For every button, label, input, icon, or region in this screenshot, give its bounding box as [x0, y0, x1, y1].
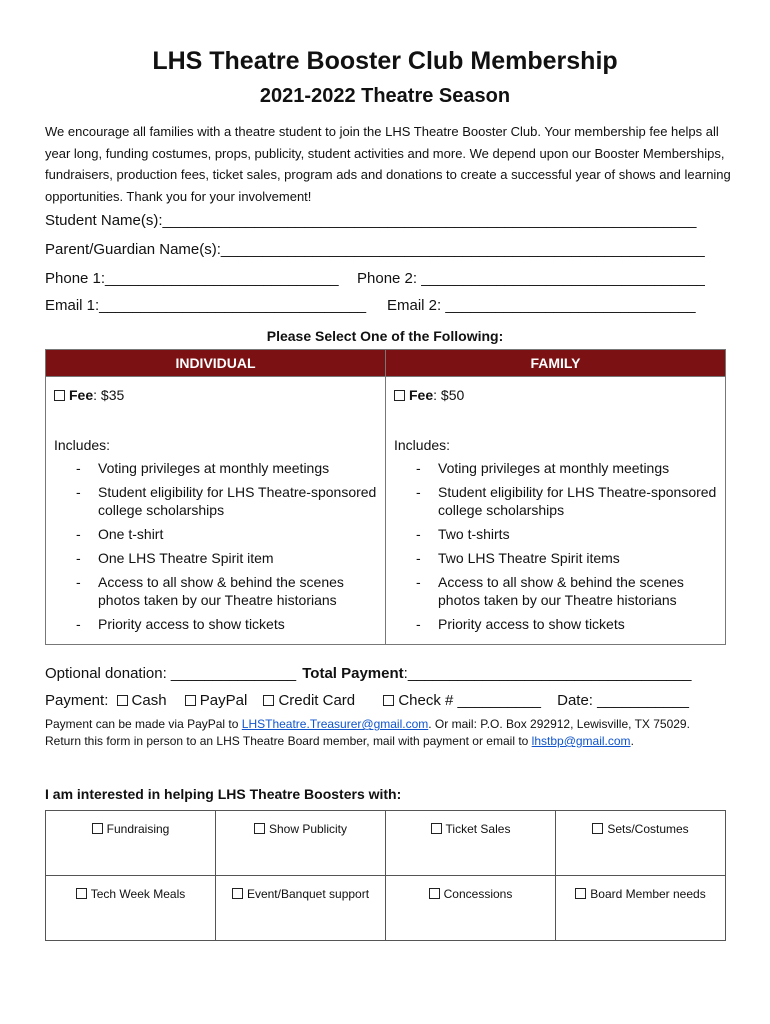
checkbox-icon[interactable]	[263, 695, 274, 706]
checkbox-icon[interactable]	[117, 695, 128, 706]
checkbox-icon[interactable]	[232, 888, 243, 899]
individual-includes-list	[54, 459, 377, 633]
phone1-field[interactable]: Phone 1:____________________________	[45, 270, 339, 287]
list-item: - Access to all show & behind the scenes photos taken by our Theatre historians	[394, 573, 717, 609]
donation-row	[45, 665, 735, 682]
help-heading: I am interested in helping LHS Theatre Boosters with:	[45, 786, 402, 802]
list-item: - Student eligibility for LHS Theatre-sponsored college scholarships	[394, 483, 717, 519]
list-item: - Two LHS Theatre Spirit items	[394, 549, 717, 567]
checkbox-icon[interactable]	[185, 695, 196, 706]
list-item: - Voting privileges at monthly meetings	[394, 459, 717, 477]
family-option	[386, 377, 726, 645]
list-item: - One LHS Theatre Spirit item	[54, 549, 377, 567]
contact-email-link[interactable]: lhstbp@gmail.com	[531, 734, 631, 748]
parent-name-field[interactable]: Parent/Guardian Name(s):__________________________________________________________	[45, 241, 705, 258]
check-field[interactable]: Check # __________	[398, 692, 541, 709]
payment-row	[45, 692, 735, 709]
note-text: Return this form in person to an LHS Theatre Board member, mail with payment or email to	[45, 734, 532, 748]
payment-check-option[interactable]	[383, 692, 541, 709]
payment-cash-option[interactable]	[117, 692, 167, 709]
checkbox-icon[interactable]	[92, 823, 103, 834]
help-option-label: Fundraising	[106, 822, 170, 836]
family-header: FAMILY	[386, 350, 726, 377]
includes-label: Includes:	[54, 437, 111, 453]
list-item: - Priority access to show tickets	[54, 615, 377, 633]
help-option-fundraising[interactable]	[46, 811, 216, 876]
help-option-label: Ticket Sales	[445, 822, 511, 836]
checkbox-icon[interactable]	[592, 823, 603, 834]
payment-label: Payment:	[45, 692, 109, 709]
list-item: - One t-shirt	[54, 525, 377, 543]
individual-header: INDIVIDUAL	[46, 350, 386, 377]
help-option-label: Event/Banquet support	[246, 887, 370, 901]
season-subtitle: 2021-2022 Theatre Season	[259, 85, 511, 107]
phone2-field[interactable]: Phone 2: __________________________________	[357, 270, 705, 287]
email1-field[interactable]: Email 1:________________________________	[45, 297, 367, 314]
checkbox-icon[interactable]	[76, 888, 87, 899]
note-text: .	[630, 734, 634, 748]
help-option-board-member[interactable]	[556, 876, 726, 941]
checkbox-icon[interactable]	[429, 888, 440, 899]
intro-paragraph: We encourage all families with a theatre student to join the LHS Theatre Booster Club. Your membership fee helps all year long, funding costumes, props, publicity, student activities and more. We depend upon our Booster Memberships, fundraisers, production fees, ticket sales, program ads and donations to create a successful year of shows and learning opportunities. Thank you for your involvement!	[45, 124, 731, 204]
student-name-field[interactable]: Student Name(s):________________________________________________________________	[45, 212, 697, 229]
payment-credit-option[interactable]	[263, 692, 355, 709]
list-item: - Voting privileges at monthly meetings	[54, 459, 377, 477]
checkbox-icon[interactable]	[394, 390, 405, 401]
fee-value: : $35	[93, 387, 125, 403]
checkbox-icon[interactable]	[383, 695, 394, 706]
phone-row	[45, 270, 735, 287]
help-option-publicity[interactable]	[216, 811, 386, 876]
family-includes-list	[394, 459, 717, 633]
help-option-sets-costumes[interactable]	[556, 811, 726, 876]
paypal-email-link[interactable]: LHSTheatre.Treasurer@gmail.com	[241, 717, 429, 731]
total-payment-label: Total Payment	[302, 665, 404, 682]
select-heading: Please Select One of the Following:	[266, 328, 504, 344]
list-item: - Student eligibility for LHS Theatre-sponsored college scholarships	[54, 483, 377, 519]
checkbox-icon[interactable]	[575, 888, 586, 899]
list-item: - Access to all show & behind the scenes photos taken by our Theatre historians	[54, 573, 377, 609]
includes-label: Includes:	[394, 437, 451, 453]
email2-field[interactable]: Email 2: ______________________________	[387, 297, 696, 314]
help-options-table	[45, 810, 726, 941]
payment-instructions	[45, 716, 745, 750]
note-text: Payment can be made via PayPal to	[45, 717, 242, 731]
email-row	[45, 297, 735, 314]
help-option-label: Sets/Costumes	[607, 822, 689, 836]
paypal-label: PayPal	[199, 692, 248, 709]
help-option-concessions[interactable]	[386, 876, 556, 941]
fee-label: Fee	[409, 387, 434, 403]
page-title: LHS Theatre Booster Club Membership	[152, 47, 618, 75]
list-item: - Two t-shirts	[394, 525, 717, 543]
individual-fee[interactable]	[54, 387, 377, 403]
membership-options-table	[45, 349, 726, 645]
fee-value: : $50	[433, 387, 465, 403]
help-option-label: Tech Week Meals	[90, 887, 186, 901]
list-item: - Priority access to show tickets	[394, 615, 717, 633]
help-option-label: Concessions	[443, 887, 513, 901]
help-option-label: Board Member needs	[590, 887, 706, 901]
help-option-label: Show Publicity	[268, 822, 348, 836]
help-option-event-banquet[interactable]	[216, 876, 386, 941]
date-field[interactable]: Date: ___________	[557, 692, 689, 709]
cash-label: Cash	[131, 692, 167, 709]
help-option-tech-week-meals[interactable]	[46, 876, 216, 941]
checkbox-icon[interactable]	[254, 823, 265, 834]
donation-field[interactable]: Optional donation: _______________	[45, 665, 297, 682]
payment-paypal-option[interactable]	[185, 692, 248, 709]
help-option-ticket-sales[interactable]	[386, 811, 556, 876]
individual-option	[46, 377, 386, 645]
total-payment-field[interactable]: :__________________________________	[403, 665, 692, 682]
credit-label: Credit Card	[278, 692, 356, 709]
note-text: . Or mail: P.O. Box 292912, Lewisville, TX 75029.	[428, 717, 690, 731]
checkbox-icon[interactable]	[54, 390, 65, 401]
fee-label: Fee	[69, 387, 94, 403]
checkbox-icon[interactable]	[431, 823, 442, 834]
family-fee[interactable]	[394, 387, 717, 403]
